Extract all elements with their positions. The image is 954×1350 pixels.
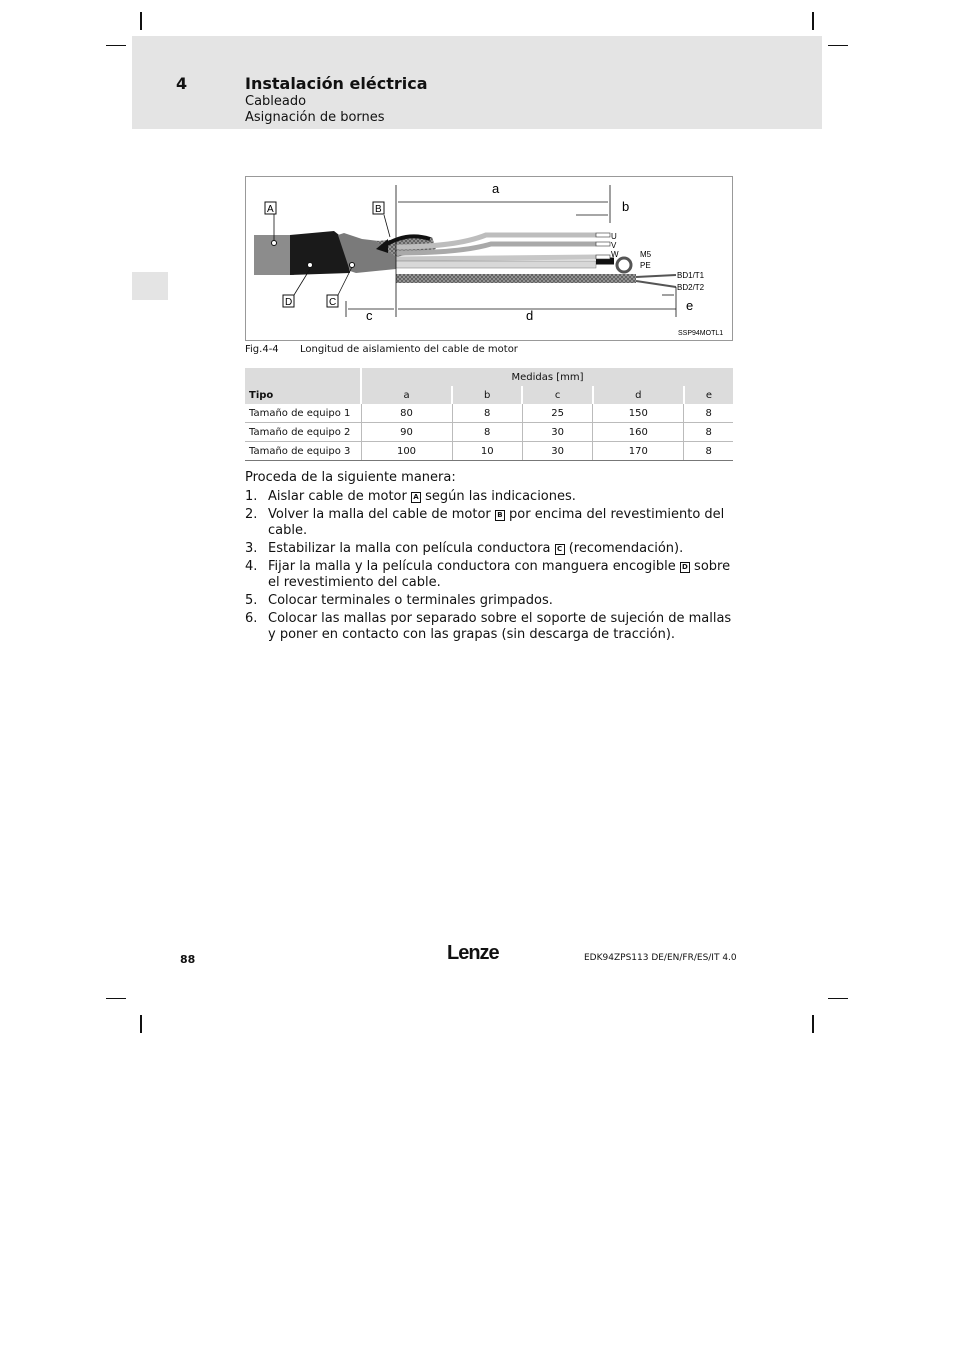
dim-label-d: d: [526, 308, 534, 323]
table-cell: 8: [684, 442, 733, 461]
table-cell: 10: [452, 442, 522, 461]
terminal-pe: PE: [640, 261, 651, 270]
page-number: 88: [180, 953, 196, 966]
table-cell: 150: [593, 404, 684, 423]
reference-box: D: [680, 562, 690, 573]
table-header-a: a: [361, 386, 452, 404]
table-cell: 160: [593, 423, 684, 442]
crop-mark: [812, 1015, 814, 1033]
step-number: 2.: [245, 507, 258, 522]
table-header-b: b: [452, 386, 522, 404]
terminal-v: V: [611, 241, 617, 250]
terminal-bd1: BD1/T1: [677, 271, 705, 280]
chapter-header: [132, 36, 822, 129]
list-item: [245, 611, 735, 643]
table-header-d: d: [593, 386, 684, 404]
terminal-m5: M5: [640, 250, 652, 259]
table-cell-tipo: Tamaño de equipo 1: [245, 404, 361, 423]
label-d-box: D: [285, 297, 293, 308]
pointer-dot: [272, 241, 277, 246]
table-group-header: Medidas [mm]: [361, 368, 733, 386]
instruction-steps: [245, 489, 735, 645]
sensor-pair: [396, 274, 636, 283]
reference-box: B: [495, 510, 505, 521]
table-cell: 170: [593, 442, 684, 461]
list-item: [245, 507, 735, 539]
dim-label-a: a: [492, 181, 500, 196]
step-number: 6.: [245, 611, 258, 626]
step-text: (recomendación).: [564, 541, 684, 556]
table-cell: 90: [361, 423, 452, 442]
table-cell: 8: [684, 404, 733, 423]
sensor-wire: [636, 275, 676, 277]
wire-end: [596, 242, 610, 246]
table-cell: 8: [684, 423, 733, 442]
table-row: [245, 423, 733, 442]
table-row: [245, 404, 733, 423]
dimensions-table: [245, 368, 733, 461]
table-cell: 80: [361, 404, 452, 423]
table-cell-tipo: Tamaño de equipo 2: [245, 423, 361, 442]
crop-mark: [106, 998, 126, 999]
document-reference: EDK94ZPS113 DE/EN/FR/ES/IT 4.0: [584, 953, 737, 963]
crop-mark: [140, 1015, 142, 1033]
step-text: Fijar la malla y la película conductora con manguera encogible: [268, 559, 680, 574]
reference-box: C: [555, 544, 565, 555]
cable-diagram: [245, 176, 733, 341]
core-pe: [396, 261, 596, 268]
table-header-e: e: [684, 386, 733, 404]
crop-mark: [106, 45, 126, 46]
step-text: Colocar terminales o terminales grimpados.: [268, 593, 553, 608]
step-number: 4.: [245, 559, 258, 574]
table-header-cell: [245, 368, 361, 386]
table-row: [245, 442, 733, 461]
chapter-number: 4: [176, 74, 188, 93]
dim-label-b: b: [622, 199, 630, 214]
section-subtitle: Asignación de bornes: [245, 110, 385, 125]
dim-label-c: c: [366, 308, 373, 323]
terminal-u: U: [611, 232, 617, 241]
step-text: Colocar las mallas por separado sobre el soporte de sujeción de mallas y poner en contacto con las grapas (sin descarga de tracción).: [268, 611, 732, 642]
table-cell: 30: [522, 423, 592, 442]
step-number: 5.: [245, 593, 258, 608]
crop-mark: [140, 12, 142, 30]
section-subtitle: Cableado: [245, 94, 307, 109]
step-text: según las indicaciones.: [420, 489, 576, 504]
dim-label-e: e: [686, 298, 694, 313]
table-cell-tipo: Tamaño de equipo 3: [245, 442, 361, 461]
chapter-title: Instalación eléctrica: [245, 74, 428, 93]
table-header-row: [245, 386, 733, 404]
table-cell: 30: [522, 442, 592, 461]
table-header-c: c: [522, 386, 592, 404]
brand-logo: Lenze: [447, 942, 499, 964]
figure-caption-number: Fig.4-4: [245, 344, 279, 355]
label-a-box: A: [267, 204, 274, 215]
table-cell: 8: [452, 404, 522, 423]
crop-mark: [812, 12, 814, 30]
step-text: Volver la malla del cable de motor: [268, 507, 495, 522]
table-header-row: [245, 368, 733, 386]
list-item: [245, 489, 735, 505]
side-tab-marker: [132, 272, 168, 300]
instructions-intro: Proceda de la siguiente manera:: [245, 470, 456, 485]
ring-lug: [617, 258, 631, 272]
figure-code: SSP94MOTL1: [678, 330, 724, 337]
label-c-box: C: [329, 297, 337, 308]
list-item: [245, 593, 735, 609]
wire-end: [596, 255, 610, 259]
core-w: [396, 257, 596, 259]
table-cell: 25: [522, 404, 592, 423]
terminal-w: W: [611, 250, 619, 259]
pointer-dot: [308, 263, 313, 268]
terminal-bd2: BD2/T2: [677, 283, 705, 292]
list-item: [245, 541, 735, 557]
list-item: [245, 559, 735, 591]
label-b-box: B: [375, 204, 382, 215]
step-text: por encima del revestimiento del cable.: [268, 507, 725, 538]
step-text: sobre el revestimiento del cable.: [268, 559, 731, 590]
figure-caption: Longitud de aislamiento del cable de motor: [300, 344, 518, 355]
table-cell: 8: [452, 423, 522, 442]
table-header-tipo: Tipo: [245, 386, 361, 404]
step-number: 1.: [245, 489, 258, 504]
sensor-wire: [636, 281, 676, 287]
pointer-dot: [350, 263, 355, 268]
wire-end: [596, 233, 610, 237]
step-number: 3.: [245, 541, 258, 556]
crop-mark: [828, 45, 848, 46]
step-text: Aislar cable de motor: [268, 489, 411, 504]
reference-box: A: [411, 492, 421, 503]
step-text: Estabilizar la malla con película conductora: [268, 541, 555, 556]
crop-mark: [828, 998, 848, 999]
table-cell: 100: [361, 442, 452, 461]
